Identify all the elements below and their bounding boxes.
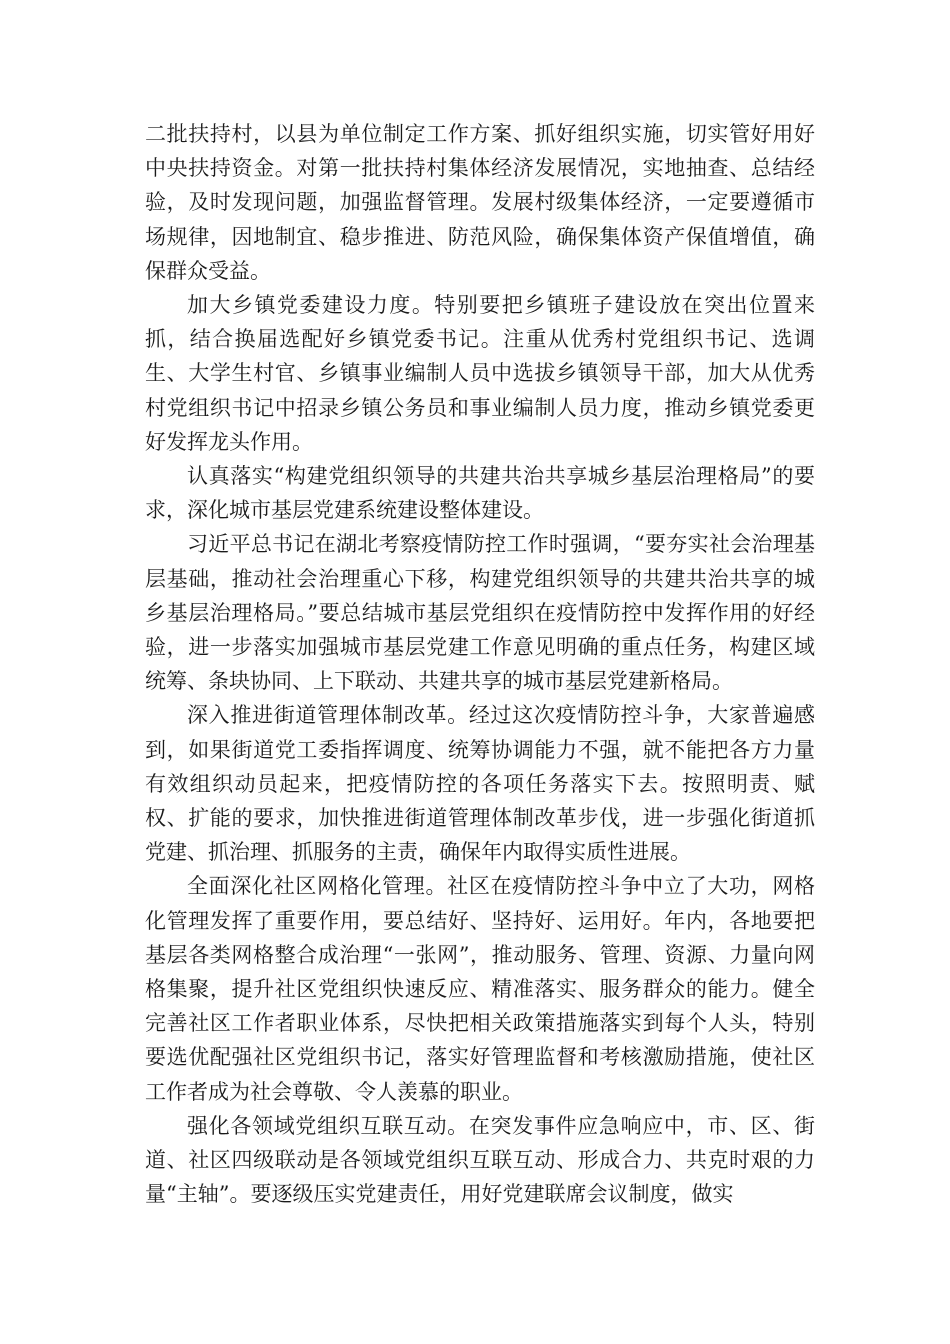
paragraph-7: 强化各领域党组织互联互动。在突发事件应急响应中，市、区、街道、社区四级联动是各领域党组织互联互动、形成合力、共克时艰的力量“主轴”。要逐级压实党建责任，用好党建联席会议制度，做实 <box>145 1113 815 1207</box>
paragraph-3: 认真落实“构建党组织领导的共建共治共享城乡基层治理格局”的要求，深化城市基层党建系统建设整体建设。 <box>145 464 815 523</box>
paragraph-6: 全面深化社区网格化管理。社区在疫情防控斗争中立了大功，网格化管理发挥了重要作用，要总结好、坚持好、运用好。年内，各地要把基层各类网格整合成治理“一张网”，推动服务、管理、资源、力量向网格集聚，提升社区党组织快速反应、精准落实、服务群众的能力。健全完善社区工作者职业体系，尽快把相关政策措施落实到每个人头，特别要选优配强社区党组织书记，落实好管理监督和考核激励措施，使社区工作者成为社会尊敬、令人羡慕的职业。 <box>145 874 815 1104</box>
document-body <box>145 117 815 1212</box>
paragraph-2: 加大乡镇党委建设力度。特别要把乡镇班子建设放在突出位置来抓，结合换届选配好乡镇党委书记。注重从优秀村党组织书记、选调生、大学生村官、乡镇事业编制人员中选拔乡镇领导干部，加大从优秀村党组织书记中招录乡镇公务员和事业编制人员力度，推动乡镇党委更好发挥龙头作用。 <box>145 293 815 454</box>
paragraph-5: 深入推进街道管理体制改革。经过这次疫情防控斗争，大家普遍感到，如果街道党工委指挥调度、统筹协调能力不强，就不能把各方力量有效组织动员起来，把疫情防控的各项任务落实下去。按照明责、赋权、扩能的要求，加快推进街道管理体制改革步伐，进一步强化街道抓党建、抓治理、抓服务的主责，确保年内取得实质性进展。 <box>145 703 815 865</box>
paragraph-4: 习近平总书记在湖北考察疫情防控工作时强调，“要夯实社会治理基层基础，推动社会治理重心下移，构建党组织领导的共建共治共享的城乡基层治理格局。”要总结城市基层党组织在疫情防控中发挥作用的好经验，进一步落实加强城市基层党建工作意见明确的重点任务，构建区域统筹、条块协同、上下联动、共建共享的城市基层党建新格局。 <box>145 532 815 694</box>
paragraph-1: 二批扶持村，以县为单位制定工作方案、抓好组织实施，切实管好用好中央扶持资金。对第一批扶持村集体经济发展情况，实地抽查、总结经验，及时发现问题，加强监督管理。发展村级集体经济，一定要遵循市场规律，因地制宜、稳步推进、防范风险，确保集体资产保值增值，确保群众受益。 <box>145 122 815 283</box>
